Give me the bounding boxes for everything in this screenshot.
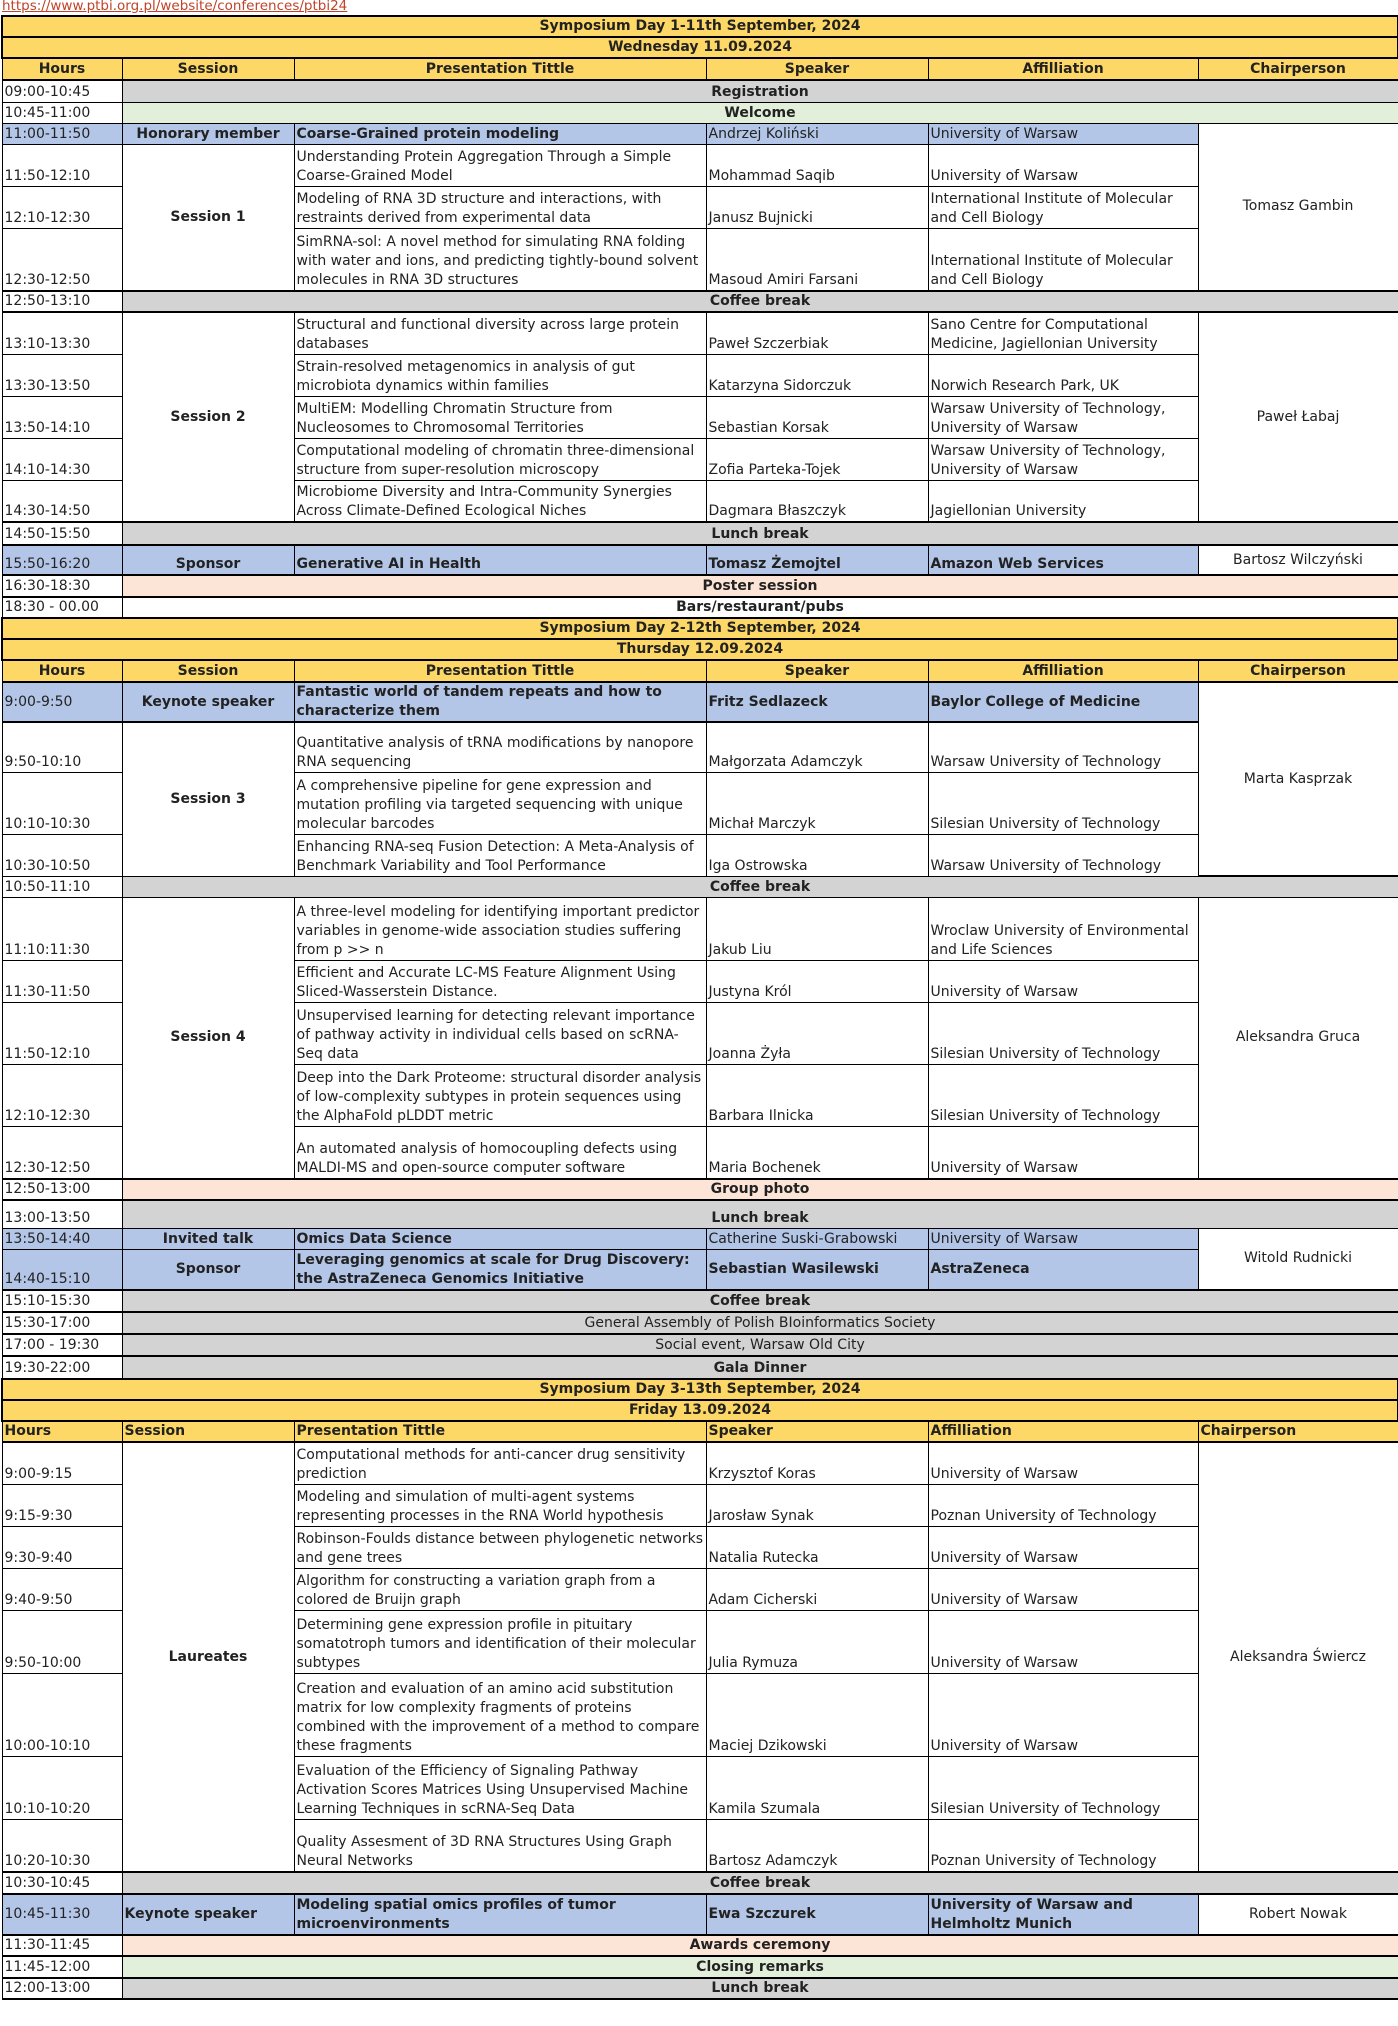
talk-row — [2, 897, 1398, 960]
title-cell: Modeling and simulation of multi-agent systems representing processes in the RNA World hypothesis — [294, 1484, 706, 1526]
hours-cell: 17:00 - 19:30 — [2, 1334, 122, 1356]
speaker-cell: Barbara Ilnicka — [706, 1064, 928, 1126]
affiliation-cell: Baylor College of Medicine — [928, 682, 1198, 722]
break-label: Registration — [122, 80, 1398, 102]
affiliation-cell: Amazon Web Services — [928, 545, 1198, 575]
title-cell: A comprehensive pipeline for gene expression and mutation profiling via targeted sequencing with unique molecular barcodes — [294, 772, 706, 834]
talk-row — [2, 144, 1398, 186]
hours-cell: 19:30-22:00 — [2, 1356, 122, 1379]
affiliation-cell: Warsaw University of Technology — [928, 722, 1198, 772]
speaker-cell: Mohammad Saqib — [706, 144, 928, 186]
speaker-cell: Sebastian Wasilewski — [706, 1249, 928, 1290]
speaker-cell: Iga Ostrowska — [706, 834, 928, 876]
chair-cell: Tomasz Gambin — [1198, 123, 1398, 291]
break-label: Awards ceremony — [122, 1935, 1398, 1956]
schedule-row — [2, 876, 1398, 897]
speaker-header: Speaker — [706, 58, 928, 80]
title-cell: Quantitative analysis of tRNA modifications by nanopore RNA sequencing — [294, 722, 706, 772]
session-cell: Session 1 — [122, 144, 294, 291]
day1-title: Symposium Day 1-11th September, 2024 — [2, 16, 1398, 37]
hours-cell: 11:50-12:10 — [2, 144, 122, 186]
hours-cell: 12:00-13:00 — [2, 1978, 122, 1999]
break-label: Lunch break — [122, 1200, 1398, 1228]
hours-cell: 11:45-12:00 — [2, 1956, 122, 1978]
affiliation-cell: University of Warsaw — [928, 144, 1198, 186]
talk-row — [2, 1228, 1398, 1249]
day2-title: Symposium Day 2-12th September, 2024 — [2, 618, 1398, 639]
title-cell: An automated analysis of homocoupling defects using MALDI-MS and open-source computer software — [294, 1126, 706, 1179]
break-label: Lunch break — [122, 522, 1398, 545]
schedule-row — [2, 1334, 1398, 1356]
speaker-cell: Michał Marczyk — [706, 772, 928, 834]
speaker-cell: Kamila Szumala — [706, 1756, 928, 1819]
affiliation-header: Affilliation — [928, 58, 1198, 80]
speaker-cell: Maria Bochenek — [706, 1126, 928, 1179]
title-cell: Creation and evaluation of an amino acid substitution matrix for low complexity fragments of proteins combined with the improvement of a method to compare these fragments — [294, 1673, 706, 1756]
chair-header: Chairperson — [1198, 660, 1398, 682]
chair-cell: Witold Rudnicki — [1198, 1228, 1398, 1290]
title-cell: Unsupervised learning for detecting relevant importance of pathway activity in individual cells based on scRNA-Seq data — [294, 1002, 706, 1064]
speaker-cell: Adam Cicherski — [706, 1568, 928, 1610]
session-cell: Session 4 — [122, 897, 294, 1179]
day3-title: Symposium Day 3-13th September, 2024 — [2, 1379, 1398, 1400]
session-header: Session — [122, 1421, 294, 1442]
title-cell: Evaluation of the Efficiency of Signaling Pathway Activation Scores Matrices Using Unsupervised Machine Learning Techniques in scRNA-Seq Data — [294, 1756, 706, 1819]
hours-cell: 16:30-18:30 — [2, 575, 122, 597]
speaker-cell: Jakub Liu — [706, 897, 928, 960]
talk-row — [2, 1442, 1398, 1484]
hours-header: Hours — [2, 1421, 122, 1442]
hours-cell: 13:30-13:50 — [2, 354, 122, 396]
title-cell: MultiEM: Modelling Chromatin Structure from Nucleosomes to Chromosomal Territories — [294, 396, 706, 438]
schedule-row — [2, 1935, 1398, 1956]
session-cell: Session 3 — [122, 722, 294, 876]
speaker-cell: Ewa Szczurek — [706, 1894, 928, 1935]
title-cell: Quality Assesment of 3D RNA Structures Using Graph Neural Networks — [294, 1819, 706, 1872]
conference-link[interactable]: https://www.ptbi.org.pl/website/conferences/ptbi24 — [2, 0, 348, 14]
hours-cell: 10:30-10:50 — [2, 834, 122, 876]
title-cell: Determining gene expression profile in pituitary somatotroph tumors and identification of their molecular subtypes — [294, 1610, 706, 1673]
schedule-row — [2, 80, 1398, 102]
affiliation-cell: University of Warsaw — [928, 1526, 1198, 1568]
affiliation-cell: University of Warsaw — [928, 1673, 1198, 1756]
schedule-row — [2, 102, 1398, 123]
break-label: Group photo — [122, 1179, 1398, 1200]
hours-cell: 11:30-11:45 — [2, 1935, 122, 1956]
talk-row — [2, 312, 1398, 354]
title-cell: Omics Data Science — [294, 1228, 706, 1249]
title-cell: Leveraging genomics at scale for Drug Discovery: the AstraZeneca Genomics Initiative — [294, 1249, 706, 1290]
hours-cell: 14:30-14:50 — [2, 480, 122, 522]
hours-cell: 11:10:11:30 — [2, 897, 122, 960]
talk-row — [2, 545, 1398, 575]
break-label: Bars/restaurant/pubs — [122, 597, 1398, 618]
schedule-row — [2, 1312, 1398, 1334]
schedule-row — [2, 1978, 1398, 1999]
affiliation-cell: AstraZeneca — [928, 1249, 1198, 1290]
title-cell: Robinson-Foulds distance between phylogenetic networks and gene trees — [294, 1526, 706, 1568]
speaker-cell: Natalia Rutecka — [706, 1526, 928, 1568]
hours-cell: 10:20-10:30 — [2, 1819, 122, 1872]
affiliation-cell: International Institute of Molecular and Cell Biology — [928, 228, 1198, 291]
title-cell: Modeling of RNA 3D structure and interactions, with restraints derived from experimental data — [294, 186, 706, 228]
hours-cell: 12:10-12:30 — [2, 1064, 122, 1126]
hours-cell: 12:50-13:00 — [2, 1179, 122, 1200]
speaker-cell: Bartosz Adamczyk — [706, 1819, 928, 1872]
speaker-cell: Jarosław Synak — [706, 1484, 928, 1526]
affiliation-cell: University of Warsaw — [928, 1568, 1198, 1610]
hours-cell: 15:10-15:30 — [2, 1290, 122, 1312]
title-cell: Microbiome Diversity and Intra-Community Synergies Across Climate-Defined Ecological Niches — [294, 480, 706, 522]
speaker-cell: Catherine Suski-Grabowski — [706, 1228, 928, 1249]
schedule-row — [2, 1290, 1398, 1312]
speaker-cell: Krzysztof Koras — [706, 1442, 928, 1484]
day2-date: Thursday 12.09.2024 — [2, 639, 1398, 660]
speaker-cell: Janusz Bujnicki — [706, 186, 928, 228]
affiliation-cell: Poznan University of Technology — [928, 1484, 1198, 1526]
speaker-cell: Julia Rymuza — [706, 1610, 928, 1673]
hours-cell: 11:30-11:50 — [2, 960, 122, 1002]
hours-cell: 9:50-10:00 — [2, 1610, 122, 1673]
break-label: General Assembly of Polish BIoinformatics Society — [122, 1312, 1398, 1334]
affiliation-header: Affilliation — [928, 660, 1198, 682]
hours-cell: 14:40-15:10 — [2, 1249, 122, 1290]
affiliation-cell: Jagiellonian University — [928, 480, 1198, 522]
title-cell: Structural and functional diversity across large protein databases — [294, 312, 706, 354]
break-label: Coffee break — [122, 876, 1398, 897]
hours-cell: 15:50-16:20 — [2, 545, 122, 575]
schedule-row — [2, 291, 1398, 312]
schedule-row — [2, 597, 1398, 618]
title-cell: Understanding Protein Aggregation Through a Simple Coarse-Grained Model — [294, 144, 706, 186]
affiliation-cell: University of Warsaw — [928, 123, 1198, 144]
chair-cell: Bartosz Wilczyński — [1198, 545, 1398, 575]
affiliation-cell: Silesian University of Technology — [928, 1002, 1198, 1064]
hours-cell: 13:10-13:30 — [2, 312, 122, 354]
session-cell: Invited talk — [122, 1228, 294, 1249]
hours-cell: 10:45-11:00 — [2, 102, 122, 123]
day1-date: Wednesday 11.09.2024 — [2, 37, 1398, 58]
hours-cell: 11:00-11:50 — [2, 123, 122, 144]
title-cell: Computational modeling of chromatin three-dimensional structure from super-resolution microscopy — [294, 438, 706, 480]
session-cell: Sponsor — [122, 545, 294, 575]
hours-cell: 9:00-9:50 — [2, 682, 122, 722]
affiliation-cell: Warsaw University of Technology — [928, 834, 1198, 876]
title-cell: Coarse-Grained protein modeling — [294, 123, 706, 144]
affiliation-cell: University of Warsaw — [928, 960, 1198, 1002]
affiliation-cell: Norwich Research Park, UK — [928, 354, 1198, 396]
speaker-cell: Katarzyna Sidorczuk — [706, 354, 928, 396]
hours-cell: 10:30-10:45 — [2, 1872, 122, 1894]
schedule-row — [2, 1356, 1398, 1379]
affiliation-cell: University of Warsaw — [928, 1126, 1198, 1179]
hours-cell: 15:30-17:00 — [2, 1312, 122, 1334]
hours-header: Hours — [2, 58, 122, 80]
hours-cell: 9:40-9:50 — [2, 1568, 122, 1610]
affiliation-cell: Warsaw University of Technology, University of Warsaw — [928, 438, 1198, 480]
hours-cell: 13:50-14:10 — [2, 396, 122, 438]
hours-cell: 09:00-10:45 — [2, 80, 122, 102]
session-cell: Laureates — [122, 1442, 294, 1872]
session-cell: Keynote speaker — [122, 682, 294, 722]
title-header: Presentation Tittle — [294, 58, 706, 80]
session-cell: Keynote speaker — [122, 1894, 294, 1935]
speaker-cell: Maciej Dzikowski — [706, 1673, 928, 1756]
hours-cell: 10:50-11:10 — [2, 876, 122, 897]
session-header: Session — [122, 58, 294, 80]
hours-cell: 14:10-14:30 — [2, 438, 122, 480]
chair-cell: Paweł Łabaj — [1198, 312, 1398, 522]
speaker-cell: Masoud Amiri Farsani — [706, 228, 928, 291]
break-label: Gala Dinner — [122, 1356, 1398, 1379]
title-cell: Computational methods for anti-cancer drug sensitivity prediction — [294, 1442, 706, 1484]
title-header: Presentation Tittle — [294, 660, 706, 682]
talk-row — [2, 123, 1398, 144]
chair-cell: Marta Kasprzak — [1198, 682, 1398, 876]
speaker-cell: Dagmara Błaszczyk — [706, 480, 928, 522]
schedule-row — [2, 1956, 1398, 1978]
title-cell: Fantastic world of tandem repeats and how to characterize them — [294, 682, 706, 722]
schedule-row — [2, 575, 1398, 597]
affiliation-cell: Silesian University of Technology — [928, 1756, 1198, 1819]
hours-cell: 9:50-10:10 — [2, 722, 122, 772]
session-cell: Sponsor — [122, 1249, 294, 1290]
talk-row — [2, 722, 1398, 772]
talk-row — [2, 1249, 1398, 1290]
hours-header: Hours — [2, 660, 122, 682]
title-header: Presentation Tittle — [294, 1421, 706, 1442]
break-label: Welcome — [122, 102, 1398, 123]
speaker-cell: Fritz Sedlazeck — [706, 682, 928, 722]
affiliation-cell: Sano Centre for Computational Medicine, Jagiellonian University — [928, 312, 1198, 354]
title-cell: SimRNA-sol: A novel method for simulating RNA folding with water and ions, and predicting tightly-bound solvent molecules in RNA 3D structures — [294, 228, 706, 291]
affiliation-cell: Silesian University of Technology — [928, 772, 1198, 834]
affiliation-header: Affilliation — [928, 1421, 1198, 1442]
title-cell: Strain-resolved metagenomics in analysis of gut microbiota dynamics within families — [294, 354, 706, 396]
hours-cell: 18:30 - 00.00 — [2, 597, 122, 618]
schedule-row — [2, 522, 1398, 545]
schedule-row — [2, 1179, 1398, 1200]
hours-cell: 10:10-10:20 — [2, 1756, 122, 1819]
hours-cell: 9:30-9:40 — [2, 1526, 122, 1568]
hours-cell: 12:10-12:30 — [2, 186, 122, 228]
speaker-header: Speaker — [706, 1421, 928, 1442]
affiliation-cell: University of Warsaw — [928, 1610, 1198, 1673]
break-label: Closing remarks — [122, 1956, 1398, 1978]
break-label: Coffee break — [122, 291, 1398, 312]
schedule-row — [2, 1872, 1398, 1894]
schedule-table — [1, 15, 1398, 2000]
hours-cell: 10:10-10:30 — [2, 772, 122, 834]
speaker-cell: Zofia Parteka-Tojek — [706, 438, 928, 480]
break-label: Social event, Warsaw Old City — [122, 1334, 1398, 1356]
chair-cell: Robert Nowak — [1198, 1894, 1398, 1935]
title-cell: Generative AI in Health — [294, 545, 706, 575]
chair-header: Chairperson — [1198, 58, 1398, 80]
session-cell: Session 2 — [122, 312, 294, 522]
speaker-cell: Małgorzata Adamczyk — [706, 722, 928, 772]
schedule-row — [2, 1200, 1398, 1228]
hours-cell: 12:30-12:50 — [2, 1126, 122, 1179]
speaker-cell: Paweł Szczerbiak — [706, 312, 928, 354]
speaker-cell: Sebastian Korsak — [706, 396, 928, 438]
title-cell: Enhancing RNA-seq Fusion Detection: A Meta-Analysis of Benchmark Variability and Tool Performance — [294, 834, 706, 876]
break-label: Coffee break — [122, 1290, 1398, 1312]
hours-cell: 10:00-10:10 — [2, 1673, 122, 1756]
title-cell: A three-level modeling for identifying important predictor variables in genome-wide association studies suffering from p >> n — [294, 897, 706, 960]
title-cell: Algorithm for constructing a variation graph from a colored de Bruijn graph — [294, 1568, 706, 1610]
hours-cell: 13:50-14:40 — [2, 1228, 122, 1249]
speaker-cell: Tomasz Żemojtel — [706, 545, 928, 575]
talk-row — [2, 1894, 1398, 1935]
break-label: Coffee break — [122, 1872, 1398, 1894]
affiliation-cell: University of Warsaw — [928, 1228, 1198, 1249]
hours-cell: 11:50-12:10 — [2, 1002, 122, 1064]
day3-date: Friday 13.09.2024 — [2, 1400, 1398, 1421]
speaker-cell: Joanna Żyła — [706, 1002, 928, 1064]
title-cell: Efficient and Accurate LC-MS Feature Alignment Using Sliced-Wasserstein Distance. — [294, 960, 706, 1002]
speaker-cell: Justyna Król — [706, 960, 928, 1002]
hours-cell: 13:00-13:50 — [2, 1200, 122, 1228]
hours-cell: 14:50-15:50 — [2, 522, 122, 545]
speaker-cell: Andrzej Koliński — [706, 123, 928, 144]
title-cell: Deep into the Dark Proteome: structural disorder analysis of low-complexity subtypes in protein sequences using the AlphaFold pLDDT metric — [294, 1064, 706, 1126]
session-cell: Honorary member — [122, 123, 294, 144]
session-header: Session — [122, 660, 294, 682]
affiliation-cell: Poznan University of Technology — [928, 1819, 1198, 1872]
break-label: Poster session — [122, 575, 1398, 597]
speaker-header: Speaker — [706, 660, 928, 682]
title-cell: Modeling spatial omics profiles of tumor microenvironments — [294, 1894, 706, 1935]
chair-cell: Aleksandra Świercz — [1198, 1442, 1398, 1872]
affiliation-cell: Silesian University of Technology — [928, 1064, 1198, 1126]
hours-cell: 12:30-12:50 — [2, 228, 122, 291]
affiliation-cell: Wroclaw University of Environmental and Life Sciences — [928, 897, 1198, 960]
break-label: Lunch break — [122, 1978, 1398, 1999]
hours-cell: 12:50-13:10 — [2, 291, 122, 312]
hours-cell: 9:15-9:30 — [2, 1484, 122, 1526]
affiliation-cell: University of Warsaw — [928, 1442, 1198, 1484]
talk-row — [2, 682, 1398, 722]
affiliation-cell: University of Warsaw and Helmholtz Munich — [928, 1894, 1198, 1935]
affiliation-cell: International Institute of Molecular and Cell Biology — [928, 186, 1198, 228]
affiliation-cell: Warsaw University of Technology, University of Warsaw — [928, 396, 1198, 438]
chair-header: Chairperson — [1198, 1421, 1398, 1442]
chair-cell: Aleksandra Gruca — [1198, 897, 1398, 1179]
hours-cell: 9:00-9:15 — [2, 1442, 122, 1484]
hours-cell: 10:45-11:30 — [2, 1894, 122, 1935]
